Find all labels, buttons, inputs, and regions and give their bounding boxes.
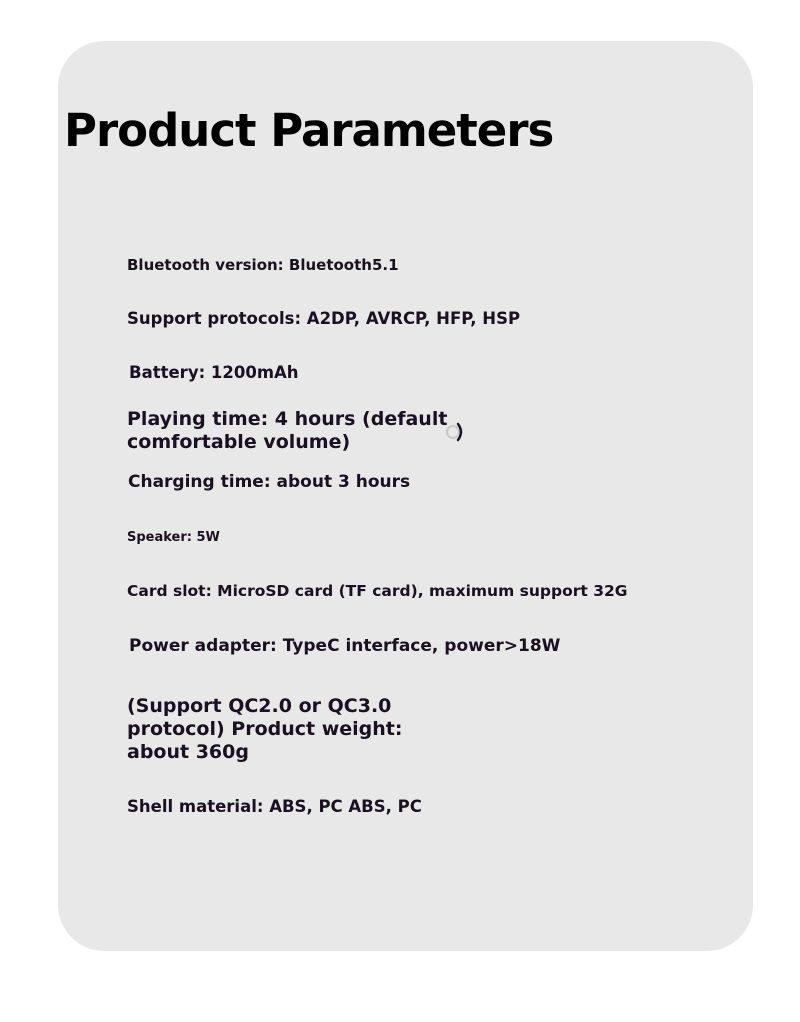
param-card-slot: Card slot: MicroSD card (TF card), maximum support 32G [127, 582, 628, 600]
param-charging-time: Charging time: about 3 hours [128, 472, 411, 492]
param-speaker: Speaker: 5W [127, 530, 220, 545]
param-support-protocols: Support protocols: A2DP, AVRCP, HFP, HSP [127, 309, 521, 328]
param-battery: Battery: 1200mAh [129, 363, 299, 382]
page-title: Product Parameters [64, 104, 554, 157]
param-power-adapter: Power adapter: TypeC interface, power>18W [129, 636, 561, 656]
param-playing-time: Playing time: 4 hours (default comfortable volume) [127, 408, 448, 453]
param-qc-protocol-weight: (Support QC2.0 or QC3.0 protocol) Product weight: about 360g [127, 695, 403, 763]
param-bluetooth-version: Bluetooth version: Bluetooth5.1 [127, 256, 399, 274]
parenthesis-mark-icon [445, 421, 467, 443]
param-shell-material: Shell material: ABS, PC ABS, PC [127, 797, 422, 816]
